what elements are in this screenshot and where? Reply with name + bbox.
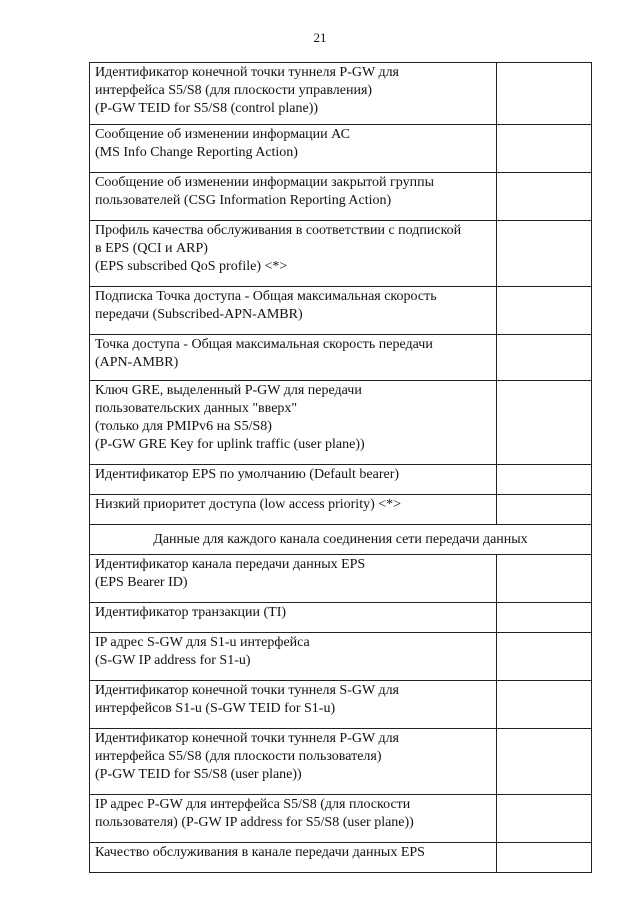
parameter-name-cell: Ключ GRE, выделенный P-GW для передачи пользовательских данных "вверх" (только для PMIPv6 на S5/S8) (P-GW GRE Key for uplink traffic (user plane)) [90,381,497,465]
table-row [90,603,592,633]
parameter-name-cell: Идентификатор конечной точки туннеля P-GW для интерфейса S5/S8 (для плоскости пользователя) (P-GW TEID for S5/S8 (user plane)) [90,729,497,795]
table-row [90,221,592,287]
parameter-name-cell: Идентификатор конечной точки туннеля S-GW для интерфейсов S1-u (S-GW TEID for S1-u) [90,681,497,729]
value-cell [497,125,592,173]
value-cell [497,795,592,843]
parameter-name-cell: IP адрес P-GW для интерфейса S5/S8 (для плоскости пользователя) (P-GW IP address for S5/S8 (user plane)) [90,795,497,843]
value-cell [497,221,592,287]
value-cell [497,495,592,525]
table-row [90,729,592,795]
section-row [90,525,592,555]
table-row [90,287,592,335]
parameter-name-cell: Качество обслуживания в канале передачи данных EPS [90,843,497,873]
table-row [90,843,592,873]
table-row [90,555,592,603]
value-cell [497,681,592,729]
parameter-name-cell: Точка доступа - Общая максимальная скорость передачи (APN-AMBR) [90,335,497,381]
table-row [90,173,592,221]
data-table [89,62,592,873]
section-header: Данные для каждого канала соединения сети передачи данных [90,525,592,555]
value-cell [497,603,592,633]
parameter-name-cell: Сообщение об изменении информации закрытой группы пользователей (CSG Information Reporting Action) [90,173,497,221]
parameter-name-cell: Подписка Точка доступа - Общая максимальная скорость передачи (Subscribed-APN-AMBR) [90,287,497,335]
table-row [90,465,592,495]
parameter-name-cell: Низкий приоритет доступа (low access priority) <*> [90,495,497,525]
parameter-name-cell: Профиль качества обслуживания в соответствии с подпиской в EPS (QCI и ARP) (EPS subscribed QoS profile) <*> [90,221,497,287]
parameter-name-cell: IP адрес S-GW для S1-u интерфейса (S-GW IP address for S1-u) [90,633,497,681]
table-row [90,795,592,843]
value-cell [497,381,592,465]
value-cell [497,843,592,873]
page-number: 21 [313,30,327,45]
table-row [90,63,592,125]
table-row [90,681,592,729]
value-cell [497,555,592,603]
table-body [90,63,592,873]
parameter-name-cell: Идентификатор конечной точки туннеля P-GW для интерфейса S5/S8 (для плоскости управления) (P-GW TEID for S5/S8 (control plane)) [90,63,497,125]
value-cell [497,173,592,221]
value-cell [497,287,592,335]
value-cell [497,335,592,381]
parameter-name-cell: Сообщение об изменении информации АС (MS Info Change Reporting Action) [90,125,497,173]
value-cell [497,465,592,495]
table-row [90,335,592,381]
table-row [90,381,592,465]
parameter-name-cell: Идентификатор EPS по умолчанию (Default bearer) [90,465,497,495]
table-row [90,125,592,173]
value-cell [497,63,592,125]
parameter-name-cell: Идентификатор транзакции (TI) [90,603,497,633]
parameter-name-cell: Идентификатор канала передачи данных EPS (EPS Bearer ID) [90,555,497,603]
value-cell [497,633,592,681]
value-cell [497,729,592,795]
table-row [90,633,592,681]
table-row [90,495,592,525]
